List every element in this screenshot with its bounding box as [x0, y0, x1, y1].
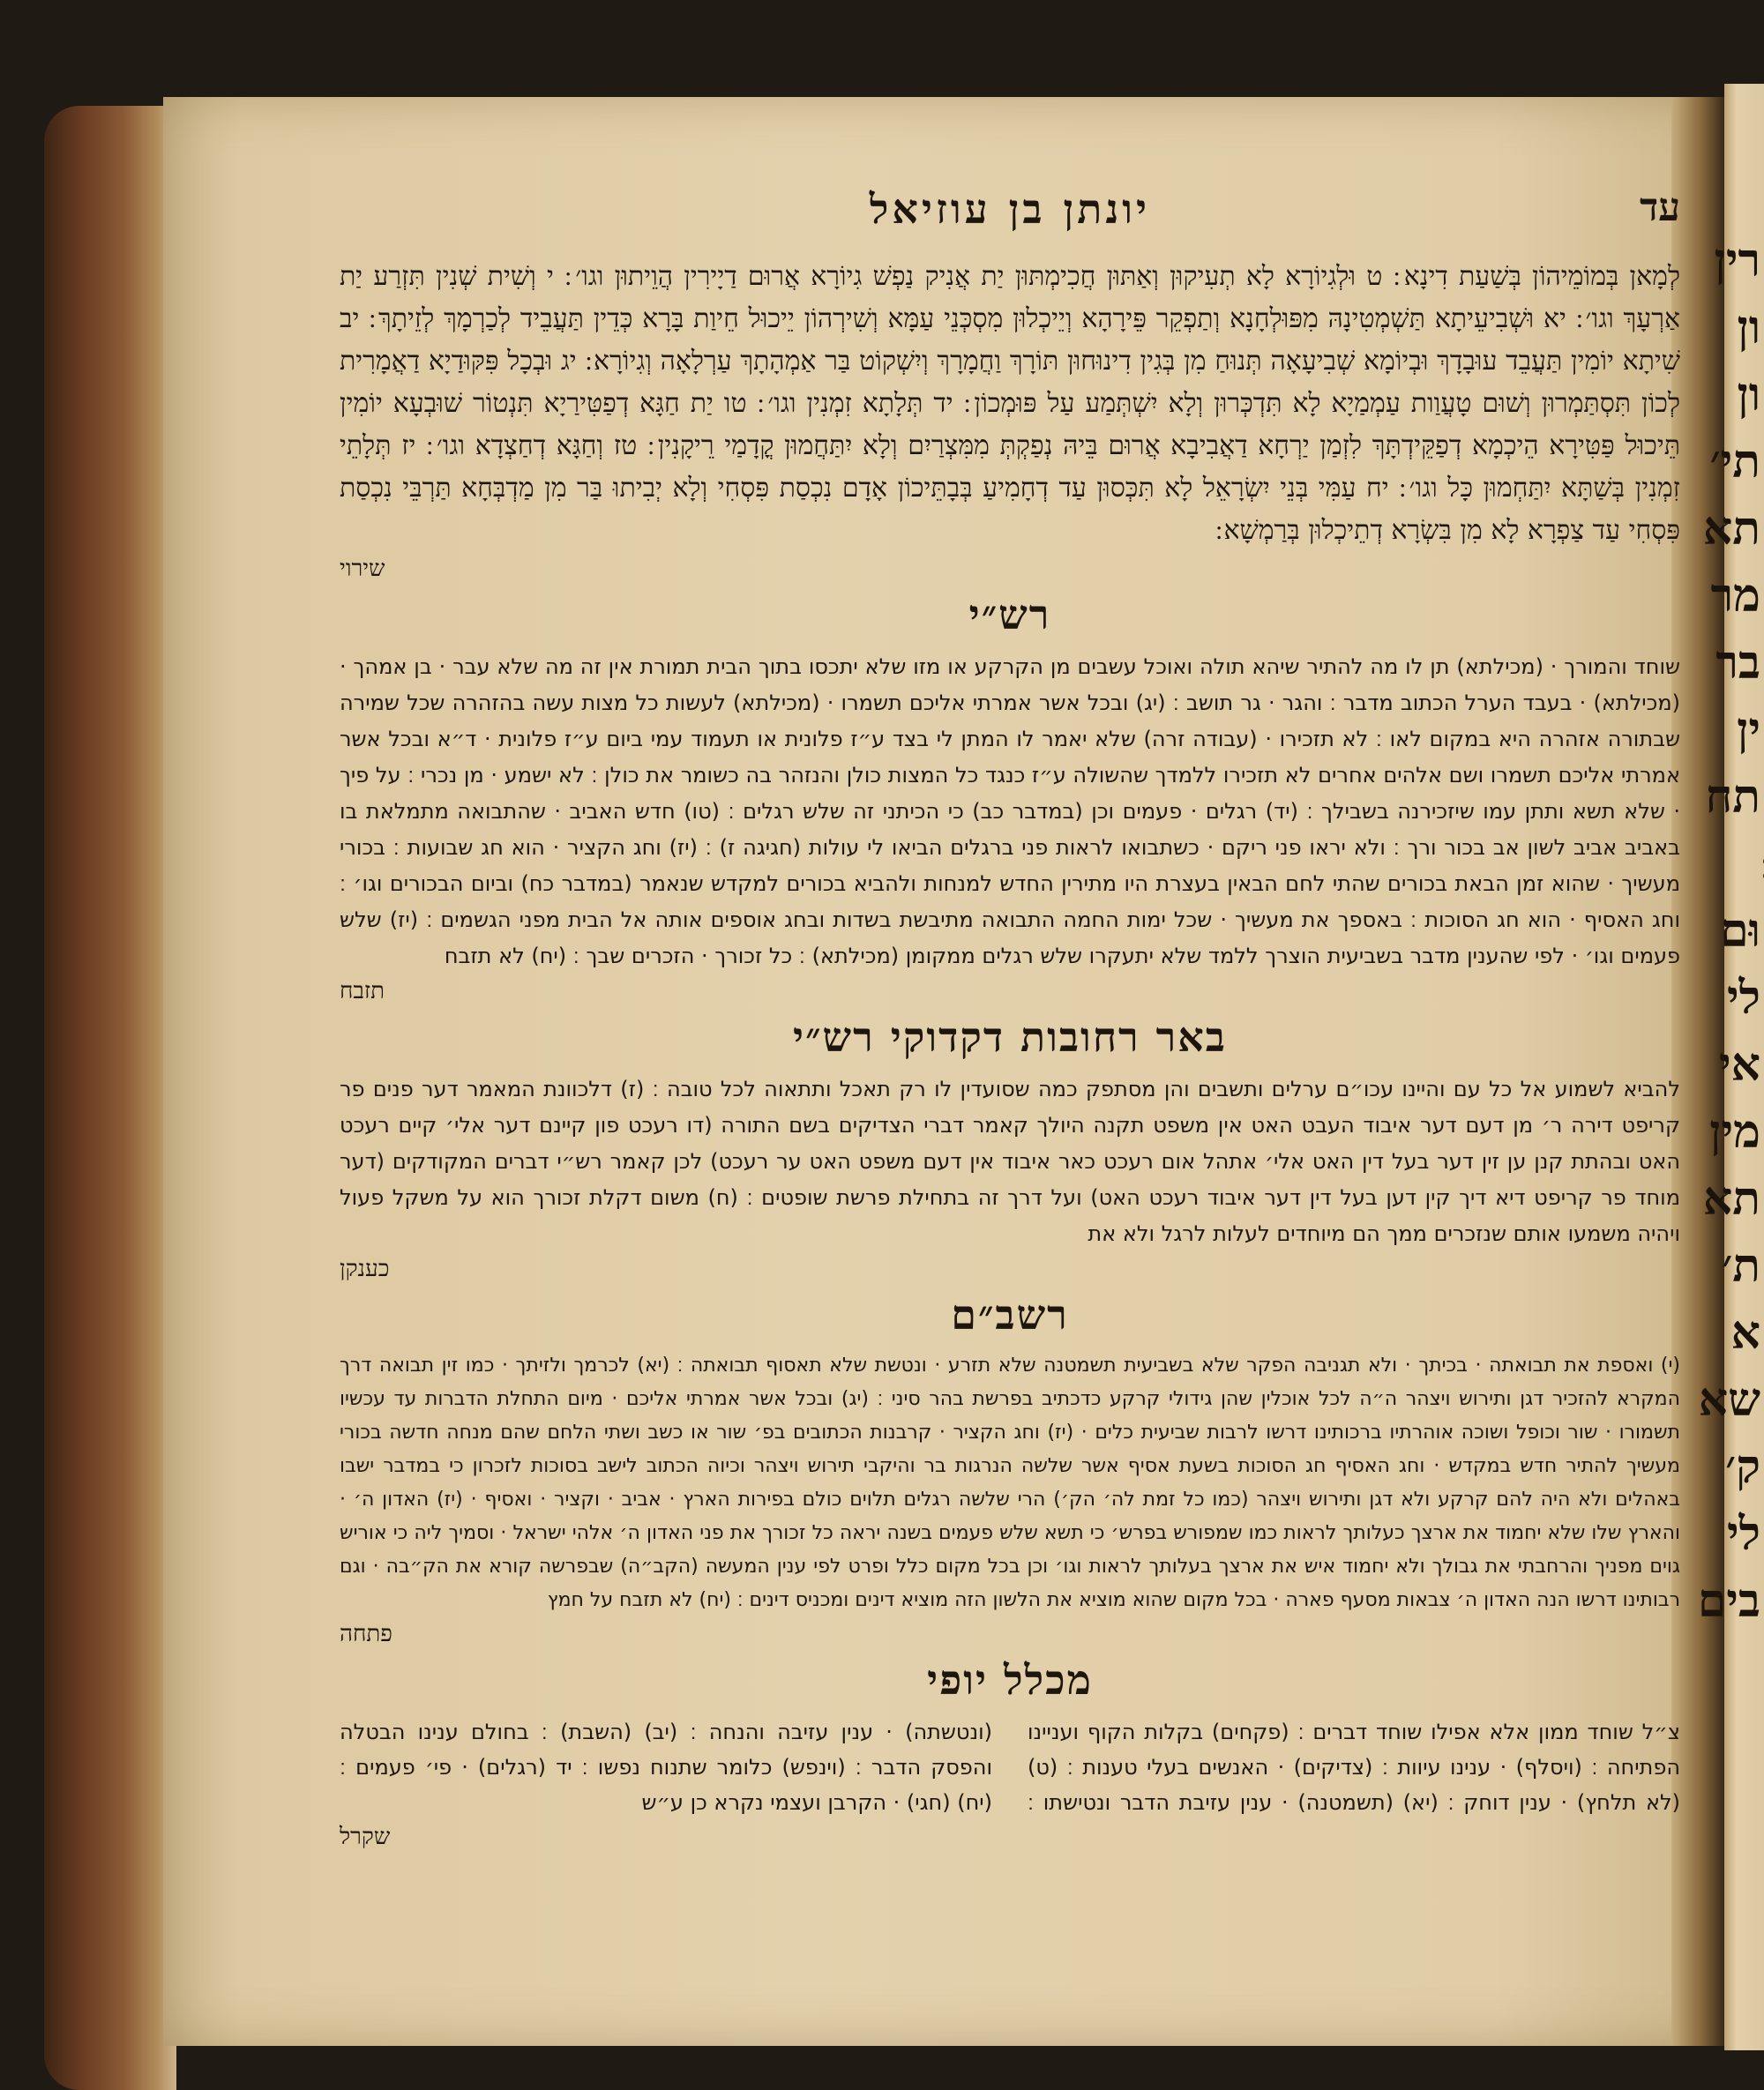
next-page-fragment: ון: [1737, 301, 1760, 355]
next-page-fragment: אי: [1718, 1038, 1760, 1092]
next-page-fragment: שא: [1698, 1373, 1760, 1427]
rashi-heading: רש״י: [968, 591, 1051, 638]
running-header: [340, 185, 1680, 247]
next-page-fragment: תח: [1705, 770, 1760, 824]
beur-text: להביא לשמוע אל כל עם והיינו עכו״ם ערלים ותשבים והן מסתפק כמה שסועדין לו רק תאכל ותתאוה לכל טובה ׃ (ז) דלכוונת המאמר דער פנים פר קריפט דירה ר׳ מן דעם דער איבוד העבט האט אין משפט תקנה היולך קאמר דברי הצדיקים בשם התורה (דו רעכט פון קיינם דער אלי׳ קיים רעכט האט ובהתת קנן ען זין דער בעל דין האט אלי׳ אתהל אום רעכט כאר איבוד אין דעם משפט האט ער רעכט) לכן קאמר רש״י דברים המקודקים (דער מוחד פר קריפט דיא דיך קין דען בעל דין דער איבוד רעכט האט) ועל דרך זה בתחילת פרשת שופטים ׃ (ח) משום דקלת זכורך הוא על משקל פעול ויהיה משמעו אותם שנזכרים ממך הם מיוחדים לעלות לרגל ולא את: [340, 1077, 1680, 1246]
catchword-text: תזבח: [340, 978, 385, 1004]
beur-catchword: [340, 1256, 1680, 1282]
next-page-fragment: רין: [1714, 234, 1760, 287]
rashbam-text: (י) ואספת את תבואתה · בכיתך · ולא תגניבה הפקר שלא בשביעית תשמטנה שלא תזרע · ונטשת שלא תאסוף תבואתה ׃ (יא) לכרמך ולזיתך · כמו זין תבואה דרך המקרא להזכיר דגן ותירוש ויצהר ה״ה לכל אוכלין שהן גידולי קרקע כדכתיב בפרשת בהר סיני ׃ (יג) ובכל אשר אמרתי אליכם · מיום התחלת הדברות עד עכשיו תשמורו · שור וכופל ושוכה אוהרתיו ברכותינו דרשו לרבות שביעית כלים · (יז) וחג הקציר · קרבנות הכתובים בפ׳ שור או כשב ושתי הלחם שהם מנחה חדשה בכורי מעשיך להתיר חדש במקדש · וחג האסיף חג הסוכות בשעת אסיף אשר שלשה הנרגות בר והיקבי תירוש ויצהר וכיוה הכתוב לישב בסוכות לזכרון כי במדבר ישבו באהלים ולא היה להם קרקע ולא דגן ותירוש ויצהר (כמו כל זמת לה׳ הק׳) הרי שלשה רגלים תלוים כולם בפירות הארץ · אביב · וקציר · ואסיף · (יז) האדון ה׳ · והארץ שלו שלא יחמוד את ארצך כעלותך לראות כמו שמפורש בפרש׳ כי תשא שלש פעמים בשנה יראה כל זכורך את פני האדון ה׳ אלהי ישראל · וסמיך ליה כי אוריש גוים מפניך והרחבתי את גבולך ולא יחמוד איש את ארצך בעלותך לראות וגו׳ וכן בכל מקום כלל ופרט לפי ענין המעשה (הקב״ה) שבפרשה קורא את הק״בה · וגם רבותינו דרשו הנה האדון ה׳ צבאות מסעף פארה · בכל מקום שהוא מוציא את הלשון הזה מוציא דינים ומכניס דינים ׃ (יח) לא תזבח על חמץ: [340, 1355, 1680, 1611]
rashi-text: שוחד והמורך · (מכילתא) תן לו מה להתיר שיהא תולה ואוכל עשבים מן הקרקע או מזו שלא יתכסו בתוך הבית תמורת אין זה מה שלא עבר · בן אמהך · (מכילתא) · בעבד הערל הכתוב מדבר ׃ והגר · גר תושב ׃ (יג) ובכל אשר אמרתי אליכם תשמרו · (מכילתא) לעשות כל מצות עשה בהזהרה שכל שמירה שבתורה אזהרה היא במקום לאו ׃ לא תזכירו · (עבודה זרה) שלא יאמר לו המתן לי בצד ע״ז פלונית או תעמוד עמי ביום ע״ז פלונית · ד״א ובכל אשר אמרתי אליכם תשמרו ושם אלהים אחרים לא תזכירו ללמדך שהשולה ע״ז כנגד כל המצות כולן והנזהר בה כשומר את כולן ׃ לא ישמע · מן נכרי ׃ על פיך · שלא תשא ותתן עמו שיזכירנה בשבילך ׃ (יד) רגלים · פעמים וכן (במדבר כב) כי הכיתני זה שלש רגלים ׃ (טו) חדש האביב · שהתבואה מתמלאת בו באביב אביב לשון אב בכור ורך ׃ ולא יראו פני ריקם · כשתבואו לראות פני ברגלים הביאו לי עולות (חגיגה ז) ׃ (יז) וחג הקציר · הוא חג שבועות ׃ בכורי מעשיך · שהוא זמן הבאת בכורים שהתי לחם הבאין בעצרת היו מתירין החדש למנחות ולהביא בכורים למקדש שנאמר (במדבר כח) וביום הבכורים וגו׳ ׃ וחג האסיף · הוא חג הסוכות ׃ באספך את מעשיך · שכל ימות החמה התבואה מתיבשת בשדות ובחג אוספים אותה אל הבית מפני הגשמים ׃ (יז) שלש פעמים וגו׳ · לפי שהענין מדבר בשביעית הוצרך ללמד שלא יתעקרו שלש רגלים ממקומן (מכילתא) ׃ כל זכורך · הזכרים שבך ׃ (יח) לא תזבח: [340, 654, 1680, 968]
rashbam-heading: רשב״ם: [951, 1291, 1069, 1339]
next-page-fragment: לי: [1727, 1507, 1760, 1561]
next-page-fragment: א: [1730, 1306, 1760, 1360]
mikhlol-catchword: [340, 1824, 1680, 1850]
next-page-fragment: ון: [1737, 368, 1760, 422]
next-page-fragment: תא: [1702, 1172, 1760, 1226]
next-page-fragment: ת׳: [1722, 1239, 1760, 1293]
mikhlol-heading: מכלל יופי: [927, 1656, 1093, 1704]
targum-text: לְמָאן בְּמוֹמֵיהוֹן בְּשַׁעַת דִינָא ׃ ט וּלְגִיוֹרָא לָא תְעִיקוּן וְאַתּוּן חֲכִימְתּוּן יַת אֲנִיק נַפְשׁ גִיוֹרָא אֲרוּם דַיָירִין הֲוֵיתוּן וגו׳ ׃ י וְשִׁית שְׁנִין תִּזְרַע יַת אַרְעָךְ וגו׳ ׃ יא וּשְׁבִיעֵיתָא תַּשְׁמְטִינָהּ מִפּוּלְחָנָא וְתַפְקֵר פֵּירָהָא וְיֵיכְלוּן מִסְכְּנֵי עַמָּא וְשִׁירְהוֹן יֵיכוּל חֵיוַת בָּרָא כְּדֵין תַּעֲבֵיד לְכַרְמָךְ לְזֵיתָךְ ׃ יב שִׁיתָא יוֹמִין תַּעֲבֵד עוּבָדָךְ וּבְיוֹמָא שְׁבִיעָאָה תְּנוּחַ מִן בְּגִין דִינוּחוּן תּוֹרָךְ וַחֲמָרָךְ וְיִשְׁקוֹט בַּר אַמְהָתָךְ עַרְלָאָה וְגִיוֹרָא ׃ יג וּבְכָל פִּקּוּדַיָא דַאֲמָרִית לְכוֹן תִּסְתַּמְרוּן וְשׁוּם טָעֲוַות עַמְמַיָא לָא תִּדְכְּרוּן וְלָא יִשְׁתְּמַע עַל פּוּמְכוֹן ׃ יד תְּלָתָא זִמְנִין וגו׳ ׃ טו יַת חַגָּא דְפַטִּירַיָא תִּנְטוֹר שׁוּבְעָא יוֹמִין תֵּיכוּל פַּטִּירָא הֵיכְמָא דְפַקֵּידְתָּךְ לִזְמַן יַרְחָא דַאֲבִיבָא אֲרוּם בֵּיהּ נְפַקְתְּ מִמִּצְרַיִם וְלָא יִתַּחֲמוּן קֳדָמַי רֵיקָנִין ׃ טז וְחַגָּא דְחַצְדָא וגו׳ ׃ יז תְּלָתֵי זִמְנִין בְּשַׁתָּא יִתַּחְמוּן כָּל וגו׳ ׃ יח עַמִּי בְּנֵי יִשְׂרָאֵל לָא תִּכְּסוּן עַד דְחָמִיעַ בְּבָתֵּיכוֹן אָדָם נִכְסַת פִּסְחִי וְלָא יְבִיתוּ בַּר מִן מַדְבְּחָא תַּרְבֵּי נִכְסַת פִּסְחִי עַד צַפְרָא לָא מִן בִּשְׂרָא דְתֵיכְלוּן בְּרַמְשָׁא ׃: [340, 261, 1680, 546]
next-page-fragment: ק׳: [1725, 1440, 1760, 1494]
next-page-strip: [1697, 84, 1764, 2050]
catchword-text: כענקן: [340, 1256, 390, 1282]
beur-heading: באר רחובות דקדוקי רש״י: [793, 1013, 1227, 1061]
next-page-fragment: וּם: [1720, 904, 1760, 958]
next-page-fragment: מר: [1710, 569, 1760, 623]
rashi-catchword: [340, 978, 1680, 1004]
catchword-text: פתחה: [340, 1621, 392, 1647]
rashbam-catchword: [340, 1621, 1680, 1647]
next-page-fragment: בר: [1715, 636, 1760, 690]
book-edge: [44, 106, 176, 2090]
catchword-text: שירוי: [340, 556, 385, 582]
next-page-fragment: לי: [1727, 971, 1760, 1025]
next-page-fragment: בים: [1697, 1574, 1760, 1628]
targum-catchword: [340, 556, 1680, 582]
next-page-fragment: מין: [1709, 1105, 1760, 1159]
mikhlol-text: צ״ל שוחד ממון אלא אפילו שוחד דברים ׃ (פקחים) בקלות הקוף ועניינו הפתיחה ׃ (ויסלף) · ענינו עיוות ׃ (צדיקים) · האנשים בעלי טענות ׃ (ט) (לא תלחץ) · ענין דוחק ׃ (יא) (תשמטנה) · ענין עזיבת הדבר ונטישתו ׃ (ונטשתה) · ענין עזיבה והנחה ׃ (יב) (השבת) ׃ בחולם ענינו הבטלה והפסק הדבר ׃ (וינפש) כלומר שתנוח נפשו ׃ יד (רגלים) · פי׳ פעמים ׃ (יח) (חגי) · הקרבן ועצמי נקרא כן ע״ש: [340, 1720, 1680, 1815]
next-page-fragment: ין: [1737, 703, 1760, 757]
catchword-text: שקרל: [340, 1824, 391, 1850]
page-content: [340, 185, 1680, 1857]
running-title: יונתן בן עוזיאל: [869, 185, 1151, 233]
page-number: עד: [1639, 185, 1680, 230]
next-page-fragment: תא: [1702, 502, 1760, 556]
next-page-fragment: תי׳: [1709, 435, 1760, 489]
